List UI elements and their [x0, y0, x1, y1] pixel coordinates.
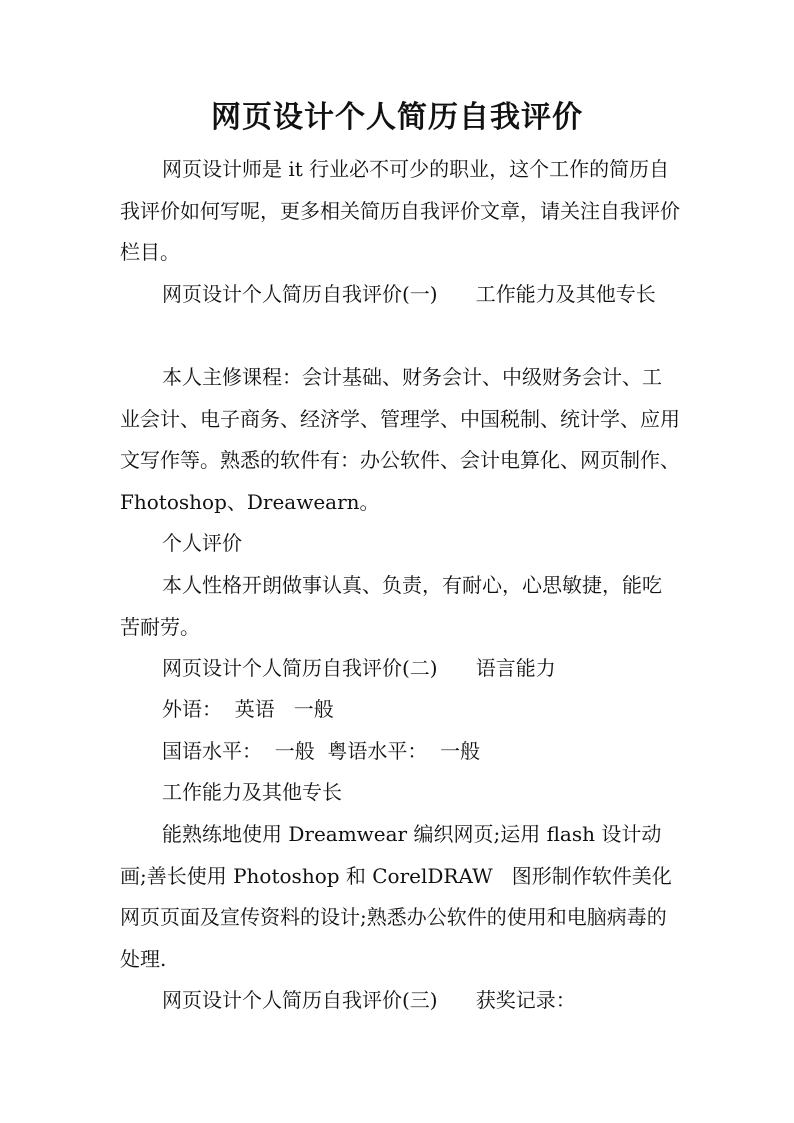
paragraph-intro: 网页设计师是 it 行业必不可少的职业，这个工作的简历自我评价如何写呢，更多相关简历自我评价文章，请关注自我评价栏目。 [120, 157, 680, 264]
section-heading-three: 网页设计个人简历自我评价(三) 获奖记录： [162, 988, 576, 1012]
page-title: 网页设计个人简历自我评价 [211, 100, 583, 135]
section-heading-one: 网页设计个人简历自我评价(一) 工作能力及其他专长 [162, 282, 656, 306]
paragraph-skills: 能熟练地使用 Dreamwear 编织网页;运用 flash 设计动画;善长使用 Photoshop 和 CorelDRAW 图形制作软件美化网页页面及宣传资料的设计;熟悉办公软件的使用和电脑病毒的处理. [120, 822, 672, 971]
line-mandarin-cantonese: 国语水平： 一般 粤语水平： 一般 [162, 739, 481, 763]
paragraph-personality: 本人性格开朗做事认真、负责，有耐心，心思敏捷，能吃苦耐劳。 [120, 573, 662, 639]
paragraph-courses: 本人主修课程：会计基础、财务会计、中级财务会计、工业会计、电子商务、经济学、管理学、中国税制、统计学、应用文写作等。熟悉的软件有：办公软件、会计电算化、网页制作、Fhotoshop、Dreawearn。 [120, 365, 680, 514]
subheading-work-ability: 工作能力及其他专长 [162, 780, 342, 804]
subheading-personal-evaluation: 个人评价 [162, 531, 242, 555]
section-heading-two: 网页设计个人简历自我评价(二) 语言能力 [162, 656, 556, 680]
line-foreign-language: 外语： 英语 一般 [162, 697, 334, 721]
